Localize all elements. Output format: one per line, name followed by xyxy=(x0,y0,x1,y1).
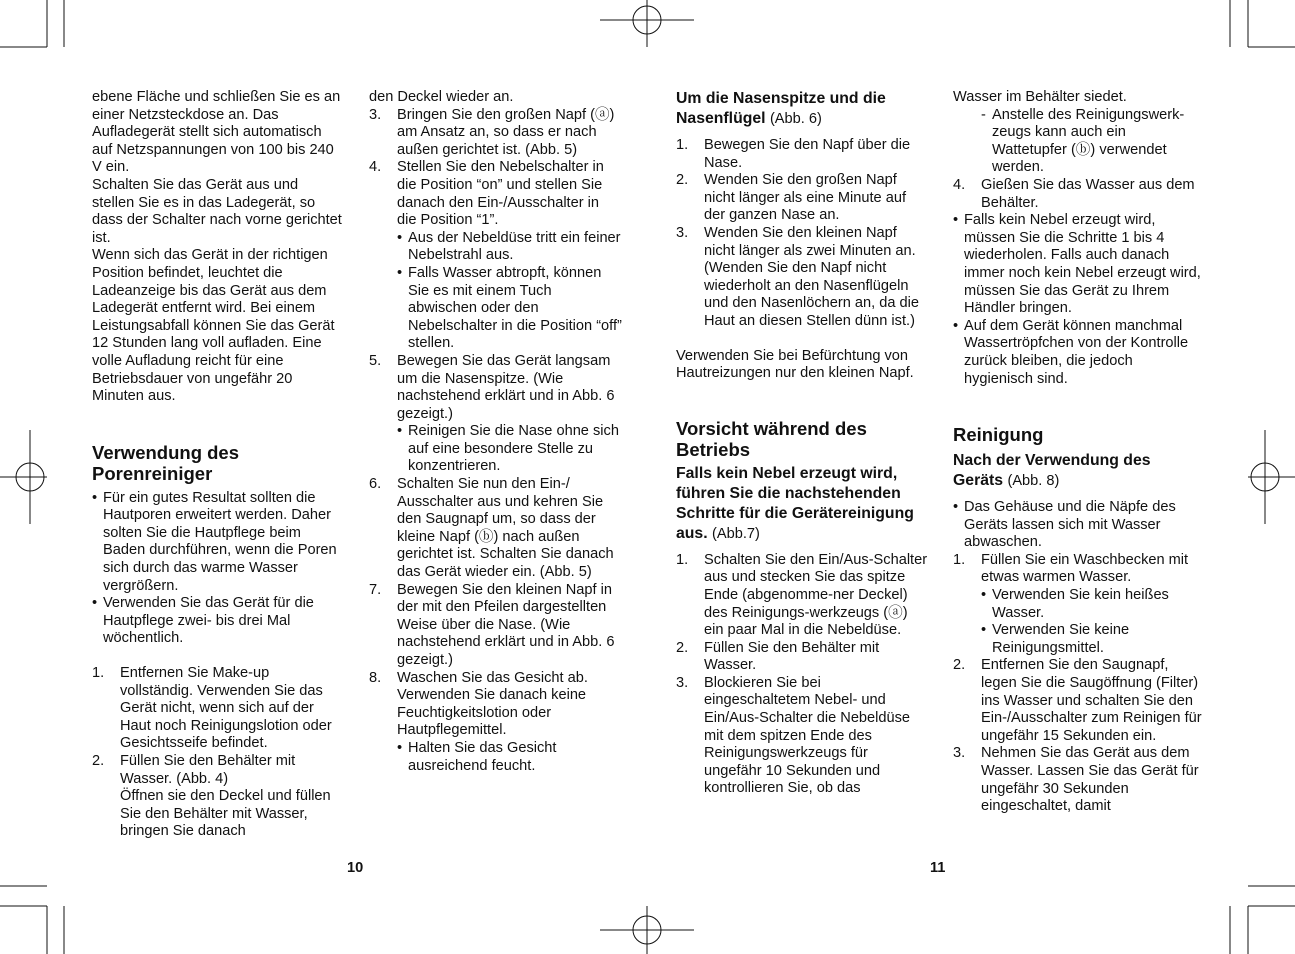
step-item: 7. Bewegen Sie den kleinen Napf in der mit den Pfeilen dargestellten Weise über die Nase. (Wie nachstehend erklärt und in Abb. 6 gezeigt.) xyxy=(369,581,615,668)
step-item: 6. Schalten Sie nun den Ein-/ Ausschalter aus und kehren Sie den Saugnapf um, so dass der kleine Napf (ⓑ) nach außen gerichtet ist. Schalten Sie danach das Gerät wieder ein. (Abb. 5) xyxy=(369,476,614,581)
step-item: 3. Blockieren Sie bei eingeschaltetem Nebel- und Ein/Aus-Schalter die Nebeldüse mit dem spitzen Ende des Reinigungswerkzeugs für ungefähr 10 Sekunden und kontrollieren Sie, ob das xyxy=(676,674,911,797)
step-item: 4. Stellen Sie den Nebelschalter in die Position “on” und stellen Sie danach den Ein-/Ausschalter in die Position “1”. • Aus der Nebeldüse tritt ein feiner Nebelstrahl aus. • Falls Wasser abtropft, können Sie es mit einem Tuch abwischen oder den Nebelschalter in die Position “off” stellen. xyxy=(369,159,622,352)
right-page-column-2 xyxy=(953,89,1203,816)
note-small-cup: Verwenden Sie bei Befürchtung von Hautreizungen nur den kleinen Napf. xyxy=(676,347,914,382)
step-item: 3. Bringen Sie den großen Napf (ⓐ) am Ansatz an, so dass er nach außen gerichtet ist. (Abb. 5) xyxy=(369,106,615,158)
heading-cleaning: Reinigung xyxy=(953,424,1044,446)
list-item: • Aus der Nebeldüse tritt ein feiner Nebelstrahl aus. xyxy=(397,229,621,264)
left-page-column-2 xyxy=(369,89,622,775)
page-number-left: 10 xyxy=(347,860,364,876)
step-item: 3. Wenden Sie den kleinen Napf nicht länger als zwei Minuten an. (Wenden Sie den Napf nicht wiederholt an den Nasenflügeln und den Nasenlöchern an, da die Haut an diesen Stellen dünn ist.) xyxy=(676,224,920,329)
list-item: • Verwenden Sie kein heißes Wasser. xyxy=(981,587,1169,621)
list-item: • Für ein gutes Resultat sollten die Hautporen erweitert werden. Daher solten Sie die Hautpflege beim Baden durchführen, wenn die Poren sich durch das warme Wasser vergrößern. xyxy=(92,489,337,594)
list-item: • Auf dem Gerät können manchmal Wassertröpfchen von der Kontrolle zurück bleiben, die jedoch hygienisch sind. xyxy=(953,317,1189,387)
continued-text: den Deckel wieder an. xyxy=(369,89,514,105)
step-item: 2. Entfernen Sie den Saugnapf, legen Sie die Saugöffnung (Filter) ins Wasser und schalten Sie den Ein-/Ausschalter zum Reinigen für ungefähr 15 Sekunden ein. xyxy=(953,657,1202,744)
step-item: 2. Füllen Sie den Behälter mit Wasser. (Abb. 4) Öffnen sie den Deckel und füllen Sie den Behälter mit Wasser, bringen Sie danach xyxy=(92,753,331,840)
paragraph-switch: Schalten Sie das Gerät aus und stellen Sie es in das Ladegerät, so dass der Schalter nach vorne gerichtet ist. xyxy=(92,176,342,246)
step-item: 2. Wenden Sie den großen Napf nicht länger als eine Minute auf der ganzen Nase an. xyxy=(676,172,907,224)
paragraph-charge-indicator: Wenn sich das Gerät in der richtigen Position befindet, leuchtet die Ladeanzeige bis das Gerät aus dem Ladegerät entfernt wird. Bei einem Leistungsabfall können Sie das Gerät 12 Stunden lang voll aufladen. Eine volle Aufladung reicht für eine Betriebsdauer von ungefähr 20 Minuten aus. xyxy=(92,247,335,405)
left-page-column-1 xyxy=(92,89,342,841)
step-item: 1. Schalten Sie den Ein/Aus-Schalter aus und stecken Sie das spitze Ende (abgenomme-ner Deckel) des Reinigungs-werkzeugs (ⓐ) ein paar Mal in die Nebeldüse. xyxy=(676,551,928,639)
dash-item: - Anstelle des Reinigungswerk-zeugs kann auch ein Wattetupfer (ⓑ) verwendet werden. xyxy=(981,106,1185,176)
list-item: • Verwenden Sie das Gerät für die Hautpflege zwei- bis drei Mal wöchentlich. xyxy=(92,595,314,647)
step-item: 4. Gießen Sie das Wasser aus dem Behälter. xyxy=(953,176,1195,211)
step-item: 1. Bewegen Sie den Napf über die Nase. xyxy=(676,137,911,171)
list-item: • Halten Sie das Gesicht ausreichend feucht. xyxy=(397,739,557,774)
page-number-right: 11 xyxy=(930,860,946,876)
list-item: • Falls kein Nebel erzeugt wird, müssen Sie die Schritte 1 bis 4 wiederholen. Falls auch danach immer noch kein Nebel erzeugt wird, müssen Sie das Gerät zu Ihrem Händler bringen. xyxy=(953,212,1201,317)
continued-text: Wasser im Behälter siedet. xyxy=(953,89,1127,105)
step-item: 1. Entfernen Sie Make-up vollständig. Verwenden Sie das Gerät nicht, wenn sich auf der Haut noch Reinigungslotion oder Gesichtsseife befindet. xyxy=(92,665,332,752)
subheading-no-mist: Falls kein Nebel erzeugt wird, führen Sie die nachstehenden Schritte für die Gerätereinigung aus. (Abb.7) xyxy=(676,464,914,542)
heading-usage: Verwendung des Porenreiniger xyxy=(92,441,240,484)
list-item: • Reinigen Sie die Nase ohne sich auf eine besondere Stelle zu konzentrieren. xyxy=(397,423,619,475)
heading-caution: Vorsicht während des Betriebs xyxy=(676,417,867,460)
step-item: 2. Füllen Sie den Behälter mit Wasser. xyxy=(676,639,880,674)
right-page-column-1 xyxy=(676,89,928,798)
paragraph-charger: ebene Fläche und schließen Sie es an einer Netzsteckdose an. Das Aufladegerät stellt sich automatisch auf Netzspannungen von 100 bis 240 V ein. xyxy=(92,89,341,176)
step-item: 5. Bewegen Sie das Gerät langsam um die Nasenspitze. (Wie nachstehend erklärt und in Abb. 6 gezeigt.) • Reinigen Sie die Nase ohne sich auf eine besondere Stelle zu konzentrieren. xyxy=(369,353,622,476)
step-item: 1. Füllen Sie ein Waschbecken mit etwas warmen Wasser. • Verwenden Sie kein heißes Wasser. • Verwenden Sie keine Reinigungsmittel. xyxy=(953,552,1203,658)
step-item: 3. Nehmen Sie das Gerät aus dem Wasser. Lassen Sie das Gerät für ungefähr 30 Sekunden eingeschaltet, damit xyxy=(953,745,1199,815)
heading-nose: Um die Nasenspitze und die Nasenflügel (Abb. 6) xyxy=(676,90,886,127)
list-item: • Verwenden Sie keine Reinigungsmittel. xyxy=(981,622,1130,656)
subheading-after-use: Nach der Verwendung des Geräts (Abb. 8) xyxy=(953,452,1151,490)
step-item: 8. Waschen Sie das Gesicht ab. Verwenden Sie danach keine Feuchtigkeitslotion oder Hautpflegemittel. • Halten Sie das Gesicht ausreichend feucht. xyxy=(369,670,622,776)
list-item: • Das Gehäuse und die Näpfe des Geräts lassen sich mit Wasser abwaschen. xyxy=(953,499,1176,551)
list-item: • Falls Wasser abtropft, können Sie es mit einem Tuch abwischen oder den Nebelschalter in die Position “off” stellen. xyxy=(397,264,622,352)
